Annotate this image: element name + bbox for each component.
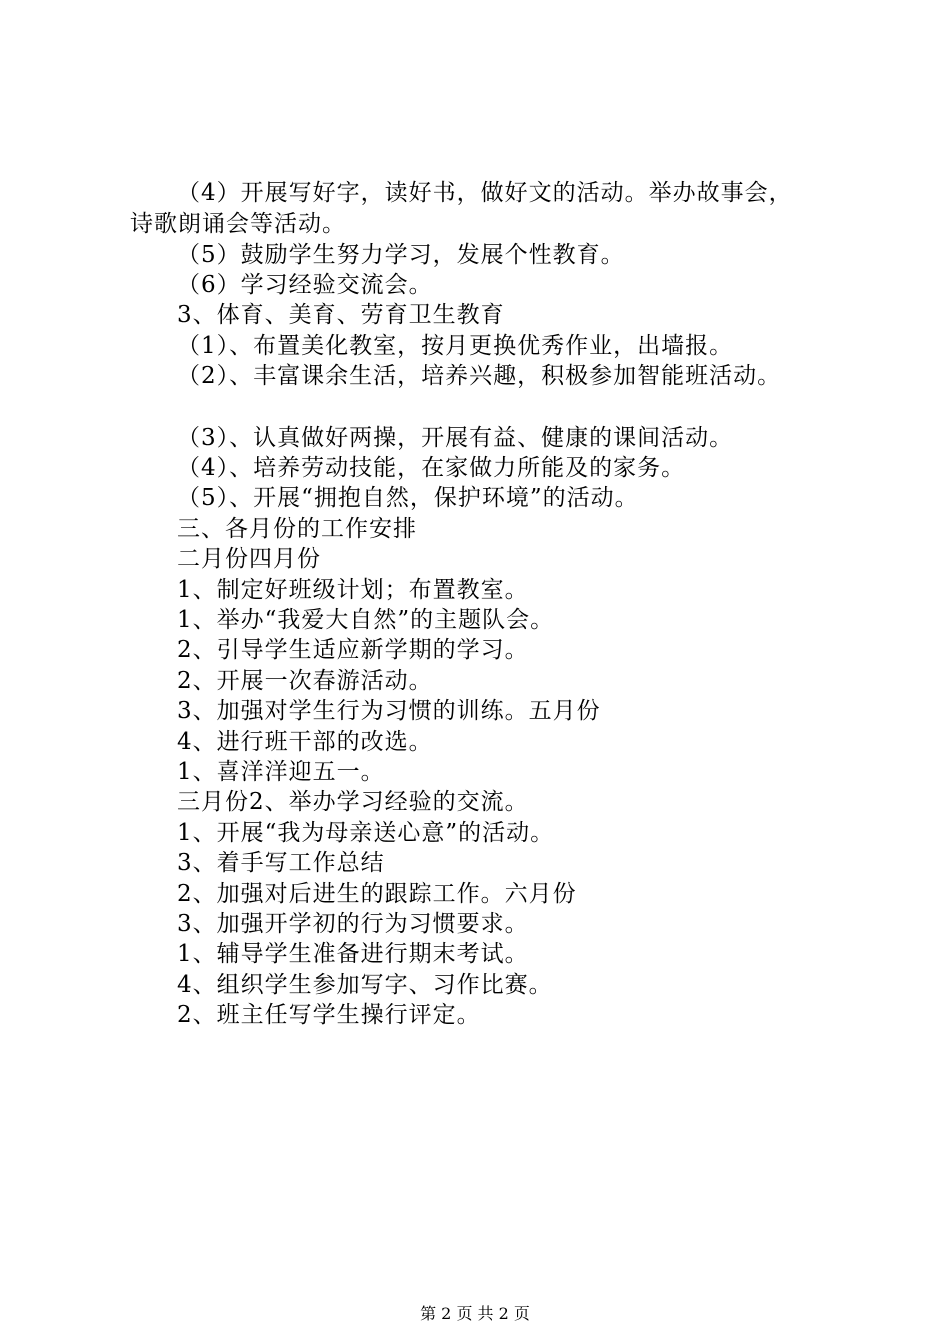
text-line: 1、辅导学生准备进行期末考试。 [177, 941, 529, 967]
text-line: （1）、布置美化教室，按月更换优秀作业，出墙报。 [177, 333, 734, 359]
page-footer [0, 1304, 950, 1324]
text-line: 3、着手写工作总结 [177, 850, 385, 876]
text-line: 4、进行班干部的改选。 [177, 729, 433, 755]
text-line: （4）开展写好字，读好书，做好文的活动。举办故事会， [177, 180, 793, 206]
text-line: 1、喜洋洋迎五一。 [177, 759, 385, 785]
text-line: 2、班主任写学生操行评定。 [177, 1002, 481, 1028]
text-line: （3）、认真做好两操，开展有益、健康的课间活动。 [177, 425, 734, 451]
text-line: 三月份2、举办学习经验的交流。 [177, 789, 529, 815]
text-line: 二月份四月份 [177, 546, 321, 572]
text-line: 3、体育、美育、劳育卫生教育 [177, 302, 505, 328]
text-line: 1、制定好班级计划；布置教室。 [177, 577, 529, 603]
text-line: （2）、丰富课余生活，培养兴趣，积极参加智能班活动。 [177, 363, 782, 389]
text-line: 诗歌朗诵会等活动。 [130, 211, 346, 237]
text-line: 2、引导学生适应新学期的学习。 [177, 637, 529, 663]
text-line: 1、开展“我为母亲送心意”的活动。 [177, 820, 555, 846]
section-heading: 三、各月份的工作安排 [177, 516, 417, 542]
text-line: 1、举办“我爱大自然”的主题队会。 [177, 607, 555, 633]
text-line: 3、加强开学初的行为习惯要求。 [177, 911, 529, 937]
text-line: 2、加强对后进生的跟踪工作。六月份 [177, 881, 577, 907]
text-line: 3、加强对学生行为习惯的训练。五月份 [177, 698, 601, 724]
text-line: 4、组织学生参加写字、习作比赛。 [177, 972, 553, 998]
text-line: （4）、培养劳动技能，在家做力所能及的家务。 [177, 455, 686, 481]
text-line: 2、开展一次春游活动。 [177, 668, 433, 694]
text-line: （6）学习经验交流会。 [177, 272, 433, 298]
text-line: （5）鼓励学生努力学习，发展个性教育。 [177, 242, 625, 268]
text-line: （5）、开展“拥抱自然，保护环境”的活动。 [177, 485, 639, 511]
page-number-label: 第 2 页 共 2 页 [420, 1304, 530, 1323]
